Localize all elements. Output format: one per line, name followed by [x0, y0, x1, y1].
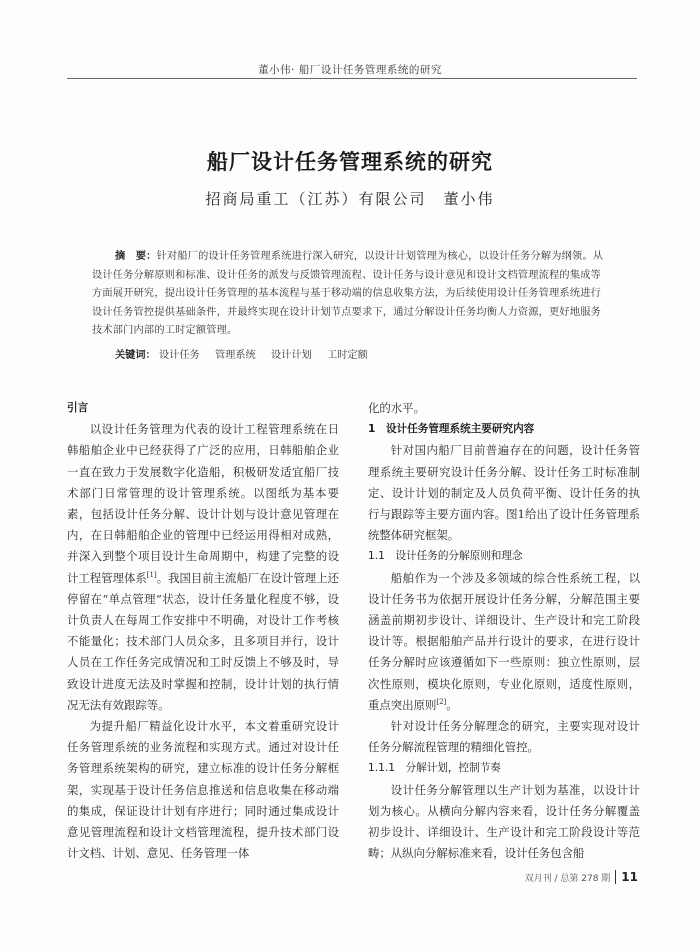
right-column — [368, 398, 640, 864]
intro-p1-text: 以设计任务管理为代表的设计工程管理系统在日韩船舶企业中已经获得了广泛的应用，日韩船舶企业一直在致力于发展数字化造船，积极研发适宜船厂技术部门日常管理的设计管理系统。以图纸为基本要素，包括设计任务分解、设计计划与设计意见管理在内，在日韩船舶企业的管理中已经运用得相对成熟，并深入到整个项目设计生命周期中，构建了完整的设计工程管理体系 — [67, 422, 339, 585]
keyword: 设计计划 — [271, 350, 312, 361]
intro-heading: 引言 — [67, 402, 89, 414]
keyword: 设计任务 — [159, 350, 200, 361]
abstract-label: 摘 要： — [115, 251, 157, 262]
page-footer — [525, 870, 638, 884]
keyword: 工时定额 — [327, 350, 368, 361]
abstract — [92, 248, 610, 341]
keywords-label: 关键词： — [115, 350, 156, 361]
section-1-heading: 1 设计任务管理系统主要研究内容 — [368, 423, 535, 436]
section-1-1-heading: 1.1 设计任务的分解原则和理念 — [368, 550, 523, 563]
issue-label: 双月刊 / 总第 278 期 — [524, 874, 611, 884]
citation-2: [2] — [436, 698, 447, 707]
abstract-text: 针对船厂的设计任务管理系统进行深入研究，以设计计划管理为核心，以设计任务分解为纲领。从设计任务分解原则和标准、设计任务的派发与反馈管理流程、设计任务与设计意见和设计文档管理流程的集成等方面展开研究，提出设计任务管理的基本流程与基于移动端的信息收集方法，为后续使用设计任务管理系统进行设计任务管控提供基础条件，并最终实现在设计计划节点要求下，通过分解设计任务均衡人力资源，更好地服务技术部门内部的工时定额管理。 — [92, 251, 604, 337]
intro-paragraph-2: 为提升船厂精益化设计水平，本文着重研究设计任务管理系统的业务流程和实现方式。通过对设计任务管理系统架构的研究，建立标准的设计任务分解框架，实现基于设计任务信息推送和信息收集在移动端的集成，保证设计计划有序进行；同时通过集成设计意见管理流程和设计文档管理流程，提升技术部门设计文档、计划、意见、任务管理一体 — [67, 719, 339, 861]
header-rule — [67, 78, 637, 79]
s11-text-end: 。 — [446, 697, 458, 712]
intro-paragraph-1 — [67, 419, 339, 716]
keywords — [115, 346, 610, 361]
intro-p1-text-cont: 。我国目前主流船厂在设计管理上还停留在“单点管理”状态，设计任务量化程度不够，设计负责人在每周工作安排中不明确，对设计工作考核不能量化；技术部门人员众多，且多项目并行，设计人员在工作任务完成情况和工时反馈上不够及时，导致设计进度无法及时掌握和控制，设计计划的执行情况无法有效跟踪等。 — [67, 570, 339, 712]
intro-paragraph-2-end: 化的水平。 — [368, 401, 425, 415]
citation-1: [1] — [146, 570, 157, 579]
page-number: 11 — [615, 870, 638, 884]
section-1-1-1-paragraph: 设计任务分解管理以生产计划为基准，以设计计划为核心。从横向分解内容来看，设计任务分解覆盖初步设计、详细设计、生产设计和完工阶段设计等范畴；从纵向分解标准来看，设计任务包含船 — [368, 782, 640, 861]
section-1-paragraph: 针对国内船厂目前普遍存在的问题，设计任务管理系统主要研究设计任务分解、设计任务工时标准制定、设计计划的制定及人员负荷平衡、设计任务的执行与跟踪等主要方面内容。图1给出了设计任务管理系统整体研究框架。 — [368, 443, 640, 543]
article-title: 船厂设计任务管理系统的研究 — [207, 150, 493, 174]
section-1-1-1-heading: 1.1.1 分解计划，控制节奏 — [368, 762, 501, 775]
left-column — [67, 398, 339, 864]
section-1-1-paragraph — [368, 568, 640, 716]
keyword: 管理系统 — [215, 350, 256, 361]
running-head: 董小伟· 船厂设计任务管理系统的研究 — [258, 64, 442, 76]
author-affiliation: 招商局重工（江苏）有限公司 董小伟 — [205, 190, 495, 208]
s11-text: 船舶作为一个涉及多领域的综合性系统工程，以设计任务书为依据开展设计任务分解，分解范围主要涵盖前期初步设计、详细设计、生产设计和完工阶段设计等。根据船舶产品并行设计的要求，在进行设计任务分解时应该遵循如下一些原则：独立性原则，层次性原则，模块化原则，专业化原则，适度性原则，重点突出原则 — [368, 570, 640, 712]
section-1-1-paragraph-2: 针对设计任务分解理念的研究，主要实现对设计任务分解流程管理的精细化管控。 — [368, 719, 640, 755]
